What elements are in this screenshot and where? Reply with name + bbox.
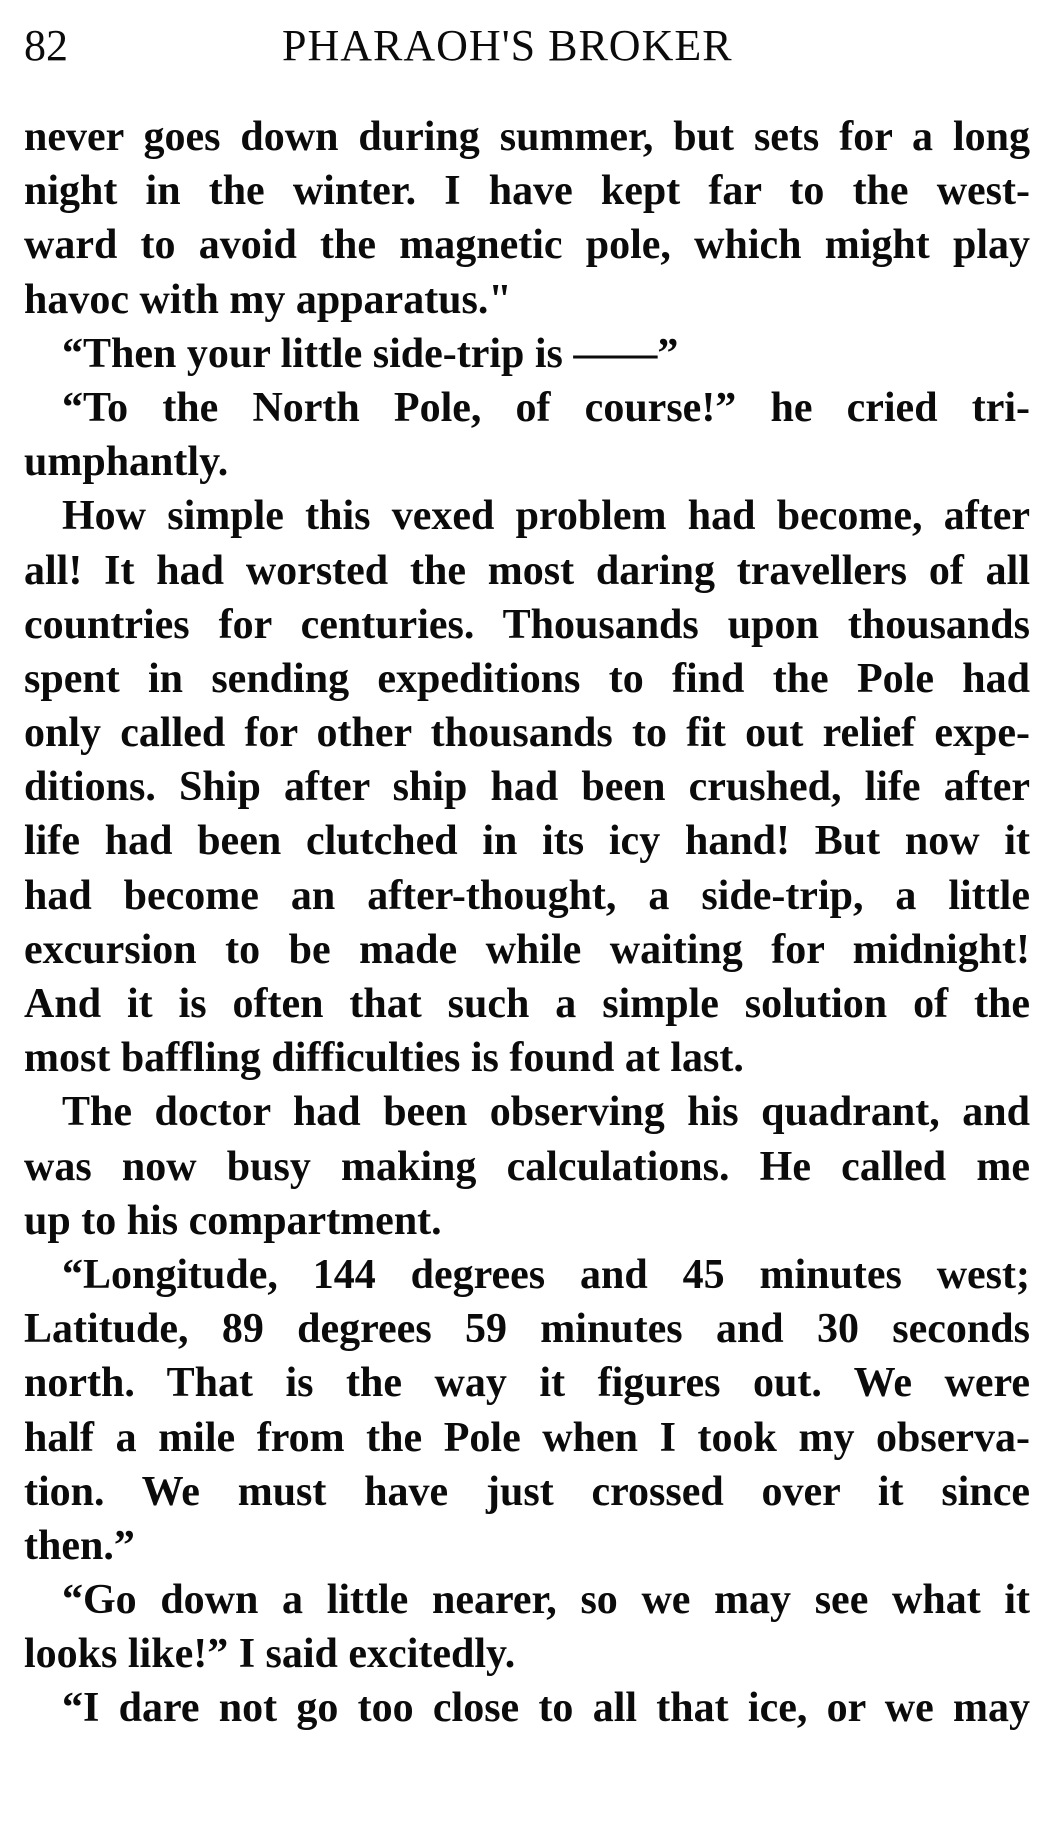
text-line: “I dare not go too close to all that ice, or we may (62, 1685, 1030, 1732)
page-header (24, 16, 1030, 76)
text-line: How simple this vexed problem had become, after (62, 493, 1030, 540)
running-title: PHARAOH'S BROKER (282, 21, 733, 70)
text-line: up to his compartment. (24, 1197, 442, 1244)
text-line: havoc with my apparatus." (24, 276, 512, 323)
text-line: “Go down a little nearer, so we may see what it (62, 1577, 1030, 1624)
text-line: Latitude, 89 degrees 59 minutes and 30 seconds (24, 1306, 1030, 1353)
text-line: ward to avoid the magnetic pole, which might play (24, 222, 1030, 269)
text-line: never goes down during summer, but sets for a long (24, 114, 1030, 160)
text-line: was now busy making calculations. He called me (24, 1143, 1030, 1190)
text-line: had become an after-thought, a side-trip, a little (24, 872, 1030, 919)
text-line: night in the winter. I have kept far to the west- (24, 168, 1030, 215)
text-line: The doctor had been observing his quadrant, and (62, 1089, 1030, 1136)
text-line: “Then your little side-trip is ——” (62, 330, 679, 377)
text-line: tion. We must have just crossed over it since (24, 1468, 1030, 1515)
text-line: half a mile from the Pole when I took my observa- (24, 1414, 1030, 1461)
page-number: 82 (24, 21, 68, 70)
text-line: And it is often that such a simple solution of the (24, 981, 1030, 1027)
text-line: most baffling difficulties is found at last. (24, 1035, 744, 1082)
text-line: umphantly. (24, 439, 229, 486)
text-line: only called for other thousands to fit out relief expe- (24, 710, 1030, 757)
body-text (24, 110, 1030, 1736)
text-line: then.” (24, 1522, 135, 1569)
text-line: spent in sending expeditions to find the Pole had (24, 655, 1030, 702)
text-line: “Longitude, 144 degrees and 45 minutes west; (62, 1251, 1030, 1298)
text-line: all! It had worsted the most daring travellers of all (24, 547, 1030, 594)
text-line: countries for centuries. Thousands upon thousands (24, 601, 1030, 648)
text-line: life had been clutched in its icy hand! But now it (24, 818, 1030, 865)
text-line: north. That is the way it figures out. We were (24, 1360, 1030, 1407)
text-line: excursion to be made while waiting for midnight! (24, 926, 1030, 973)
text-line: looks like!” I said excitedly. (24, 1631, 516, 1678)
text-line: ditions. Ship after ship had been crushed, life after (24, 764, 1030, 811)
text-line: “To the North Pole, of course!” he cried tri- (62, 384, 1030, 431)
